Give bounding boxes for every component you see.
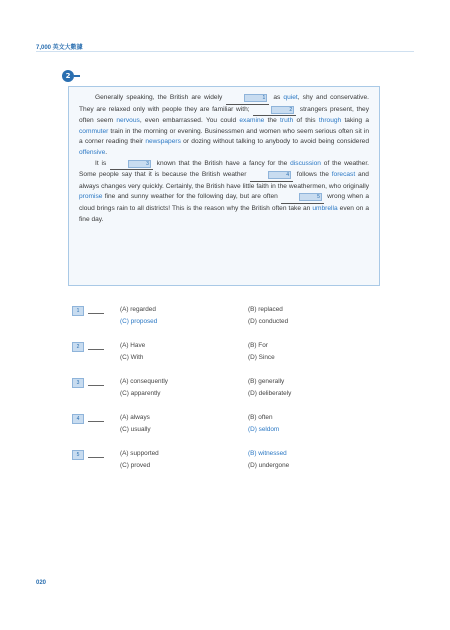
question-number: 4 bbox=[72, 414, 84, 424]
blank-number: 2 bbox=[271, 106, 294, 114]
passage-text: or dozing without talking to anybody to avoid being considered bbox=[180, 138, 369, 146]
passage-text: as bbox=[270, 94, 284, 101]
passage-box bbox=[68, 86, 380, 286]
highlighted-word: offensive bbox=[79, 148, 106, 156]
option-b: (B) often bbox=[248, 414, 273, 421]
highlighted-word: nervous bbox=[116, 117, 140, 125]
question-number: 5 bbox=[72, 450, 84, 460]
option-a: (A) always bbox=[120, 414, 150, 421]
option-a: (A) consequently bbox=[120, 378, 168, 385]
highlighted-word: umbrella bbox=[312, 204, 338, 212]
blank-number: 5 bbox=[299, 193, 322, 201]
highlighted-word: quiet bbox=[283, 94, 298, 101]
header-title: 7,000 英文大數據 bbox=[36, 45, 83, 51]
passage-text: , even embarrassed. You could bbox=[139, 117, 240, 125]
passage-paragraph-2 bbox=[79, 159, 369, 226]
passage-text: It is bbox=[95, 159, 110, 167]
option-b: (B) For bbox=[248, 342, 268, 349]
option-c: (C) apparently bbox=[120, 390, 161, 397]
option-d: (D) seldom bbox=[248, 426, 280, 433]
page-number: 020 bbox=[36, 580, 47, 586]
question-number: 1 bbox=[72, 306, 84, 316]
running-header bbox=[36, 42, 83, 51]
option-c: (C) usually bbox=[120, 426, 151, 433]
option-c: (C) proved bbox=[120, 462, 151, 469]
passage-text: fine and sunny weather for the following day, but are often bbox=[102, 193, 281, 201]
answer-blank-line bbox=[88, 385, 104, 386]
question-number-badge: 2 bbox=[62, 70, 74, 82]
question-row bbox=[72, 450, 392, 476]
question-row bbox=[72, 342, 392, 368]
answer-blank-line bbox=[88, 457, 104, 458]
option-d: (D) deliberately bbox=[248, 390, 292, 397]
option-a: (A) regarded bbox=[120, 306, 156, 313]
answer-blank-line bbox=[88, 349, 104, 350]
passage-blank bbox=[110, 159, 153, 171]
passage-blank bbox=[226, 93, 269, 105]
passage-text: and always changes very quickly. Certainly, the British have little faith in the weathermen, who originally bbox=[79, 171, 369, 190]
passage-text: follows the bbox=[293, 171, 332, 179]
passage-text: known that the British have a fancy for the bbox=[153, 159, 291, 167]
highlighted-word: forecast bbox=[331, 171, 356, 179]
blank-number: 4 bbox=[268, 171, 291, 179]
badge-tail bbox=[74, 75, 80, 77]
header-divider bbox=[36, 51, 414, 52]
question-row bbox=[72, 414, 392, 440]
passage-text: train in the morning or evening. Businessmen and women who seem serious often sit in a corner reading their bbox=[79, 127, 369, 146]
answer-blank-line bbox=[88, 421, 104, 422]
passage-text: wrong when a cloud brings rain to all districts! This is the reason why the British often take an bbox=[79, 193, 369, 212]
question-number: 3 bbox=[72, 378, 84, 388]
option-c: (C) proposed bbox=[120, 318, 158, 325]
passage-paragraph-1 bbox=[79, 93, 369, 159]
passage-text: even on a fine day. bbox=[79, 204, 370, 223]
question-row bbox=[72, 378, 392, 404]
blank-number: 1 bbox=[244, 94, 267, 102]
passage-text: Generally speaking, the British are widely bbox=[95, 94, 226, 101]
option-c: (C) With bbox=[120, 354, 144, 361]
option-d: (D) conducted bbox=[248, 318, 289, 325]
blank-number: 3 bbox=[128, 160, 151, 168]
highlighted-word: discussion bbox=[290, 159, 321, 167]
option-a: (A) supported bbox=[120, 450, 159, 457]
highlighted-word: promise bbox=[79, 193, 103, 201]
question-number: 2 bbox=[72, 342, 84, 352]
question-row bbox=[72, 306, 392, 332]
answer-blank-line bbox=[88, 313, 104, 314]
passage-blank bbox=[281, 192, 324, 204]
passage-blank bbox=[253, 105, 296, 117]
passage-text: of this bbox=[293, 117, 319, 125]
highlighted-word: truth bbox=[280, 117, 294, 125]
passage-text: taking a bbox=[341, 117, 370, 125]
passage-text: , shy and conservative. They are relaxed only with people they are familiar with; bbox=[79, 94, 369, 113]
option-b: (B) replaced bbox=[248, 306, 283, 313]
passage-text: . bbox=[105, 148, 108, 156]
passage-blank bbox=[250, 170, 293, 182]
option-b: (B) witnessed bbox=[248, 450, 287, 457]
highlighted-word: commuter bbox=[79, 127, 109, 135]
highlighted-word: through bbox=[318, 117, 342, 125]
option-d: (D) undergone bbox=[248, 462, 290, 469]
passage-text: the bbox=[264, 117, 281, 125]
passage-text: of the weather. Some people say that it is because the British weather bbox=[79, 159, 369, 179]
highlighted-word: examine bbox=[239, 117, 265, 125]
highlighted-word: newspapers bbox=[145, 138, 181, 146]
option-a: (A) Have bbox=[120, 342, 146, 349]
passage-text: strangers present, they often seem bbox=[79, 105, 369, 125]
option-d: (D) Since bbox=[248, 354, 275, 361]
option-b: (B) generally bbox=[248, 378, 285, 385]
